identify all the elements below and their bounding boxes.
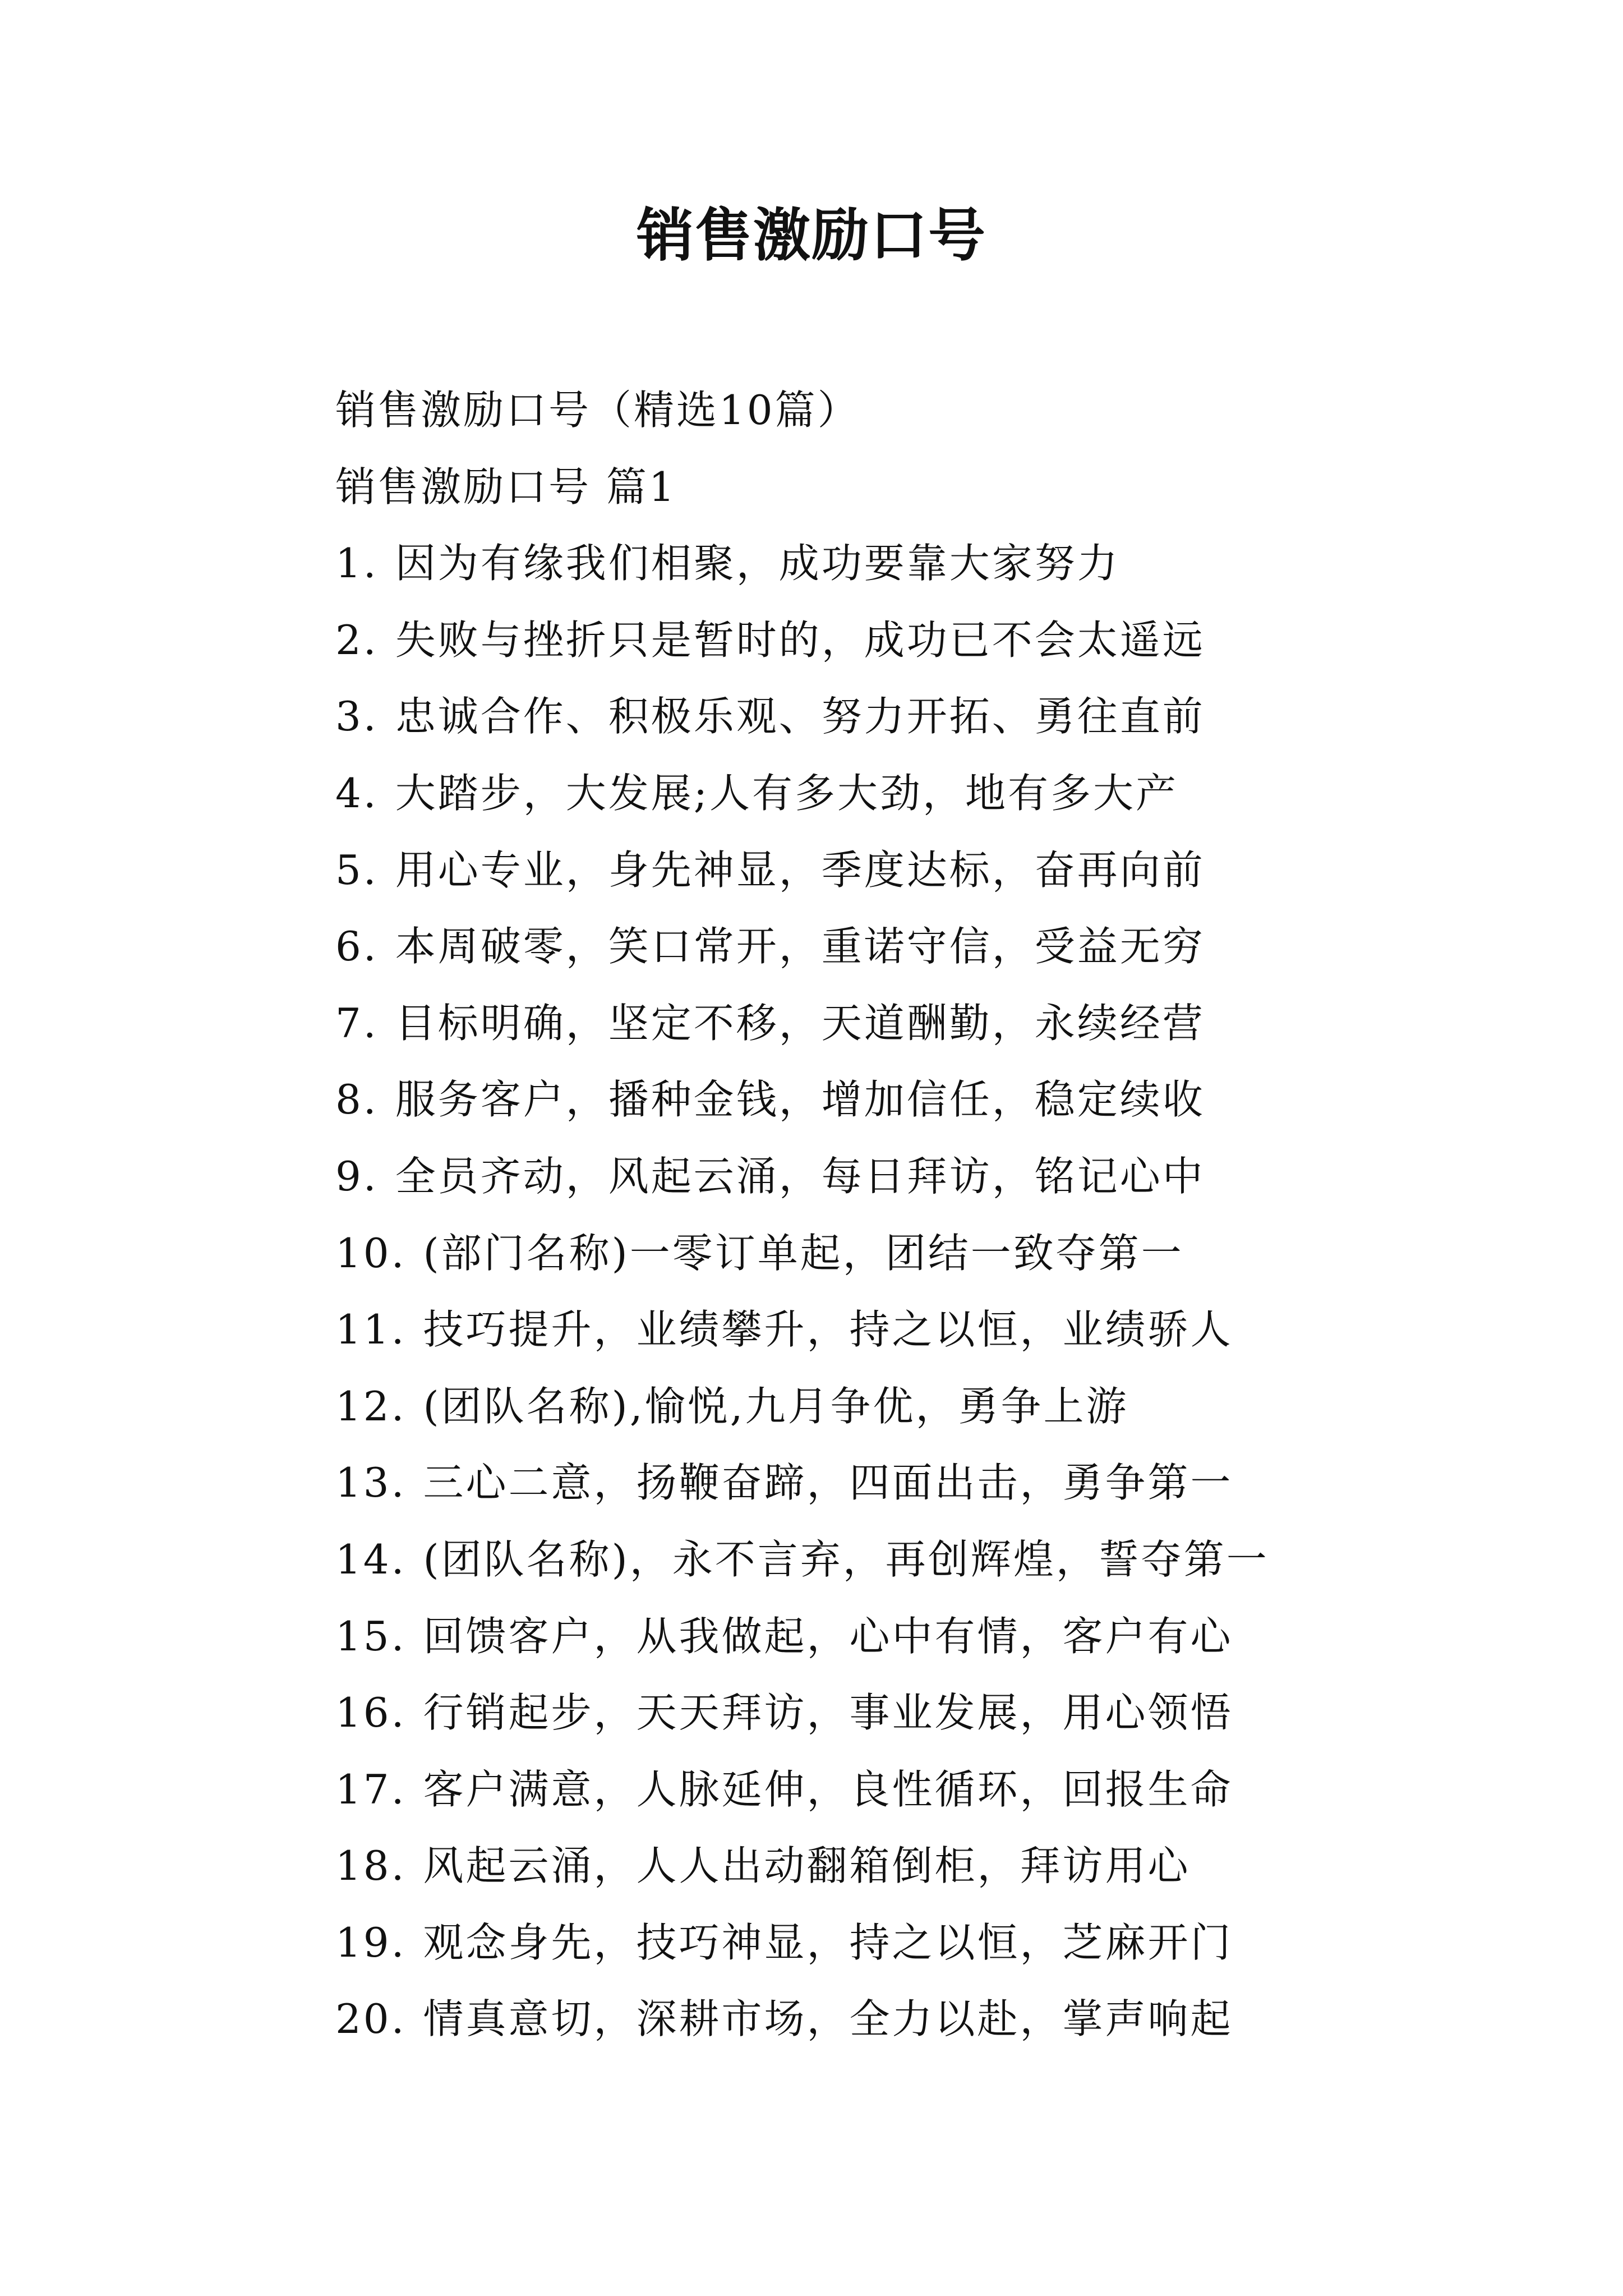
slogan-number: 1. xyxy=(335,540,379,587)
slogan-text: 全员齐动，风起云涌，每日拜访，铭记心中 xyxy=(395,1152,1205,1200)
slogan-item xyxy=(335,1828,1541,1904)
slogan-item xyxy=(335,1751,1541,1828)
slogan-text: 失败与挫折只是暂时的，成功已不会太遥远 xyxy=(395,616,1205,664)
slogan-text: (团队名称)，永不言弃，再创辉煌，誓夺第一 xyxy=(423,1535,1269,1583)
slogan-number: 14. xyxy=(335,1535,407,1583)
slogan-item xyxy=(335,1598,1541,1675)
slogan-text: 三心二意，扬鞭奋蹄，四面出击，勇争第一 xyxy=(423,1459,1233,1507)
slogan-text: (部门名称)一零订单起，团结一致夺第一 xyxy=(423,1229,1184,1277)
slogan-number: 19. xyxy=(335,1918,407,1966)
slogan-list xyxy=(335,525,1541,2058)
slogan-item xyxy=(335,1674,1541,1751)
slogan-number: 15. xyxy=(335,1612,407,1660)
slogan-text: 技巧提升，业绩攀升，持之以恒，业绩骄人 xyxy=(423,1306,1233,1354)
slogan-item xyxy=(335,1291,1541,1368)
slogan-item xyxy=(335,1444,1541,1521)
slogan-text: 客户满意，人脉延伸，良性循环，回报生命 xyxy=(423,1765,1233,1813)
slogan-text: (团队名称),愉悦,九月争优，勇争上游 xyxy=(423,1382,1129,1430)
slogan-text: 回馈客户，从我做起，心中有情，客户有心 xyxy=(423,1612,1233,1660)
slogan-text: 风起云涌，人人出动翻箱倒柜，拜访用心 xyxy=(423,1842,1191,1890)
slogan-number: 16. xyxy=(335,1689,407,1737)
slogan-number: 6. xyxy=(335,923,379,970)
document-title: 销售激励口号 xyxy=(637,202,986,269)
slogan-item xyxy=(335,908,1541,985)
slogan-number: 2. xyxy=(335,616,379,664)
slogan-number: 8. xyxy=(335,1076,379,1124)
slogan-item xyxy=(335,1138,1541,1215)
slogan-text: 行销起步，天天拜访，事业发展，用心领悟 xyxy=(423,1689,1233,1737)
slogan-number: 10. xyxy=(335,1229,407,1277)
slogan-item xyxy=(335,525,1541,602)
slogan-item xyxy=(335,1061,1541,1138)
slogan-item xyxy=(335,1368,1541,1445)
slogan-item xyxy=(335,678,1541,755)
slogan-number: 7. xyxy=(335,999,379,1047)
slogan-item xyxy=(335,832,1541,909)
slogan-number: 20. xyxy=(335,1995,407,2043)
slogan-item xyxy=(335,1981,1541,2058)
slogan-text: 观念身先，技巧神显，持之以恒，芝麻开门 xyxy=(423,1918,1233,1966)
slogan-text: 因为有缘我们相聚，成功要靠大家努力 xyxy=(395,540,1120,587)
slogan-number: 11. xyxy=(335,1306,407,1354)
slogan-text: 大踏步，大发展;人有多大劲，地有多大产 xyxy=(395,769,1178,817)
slogan-text: 忠诚合作、积极乐观、努力开拓、勇往直前 xyxy=(395,693,1205,740)
slogan-text: 用心专业，身先神显，季度达标，奋再向前 xyxy=(395,846,1205,894)
slogan-number: 12. xyxy=(335,1382,407,1430)
document-subtitle: 销售激励口号（精选10篇） xyxy=(335,386,860,434)
slogan-item xyxy=(335,602,1541,679)
slogan-text: 服务客户，播种金钱，增加信任，稳定续收 xyxy=(395,1076,1205,1124)
slogan-item xyxy=(335,1904,1541,1981)
slogan-number: 9. xyxy=(335,1152,379,1200)
slogan-text: 目标明确，坚定不移，天道酬勤，永续经营 xyxy=(395,999,1205,1047)
slogan-number: 5. xyxy=(335,846,379,894)
slogan-text: 本周破零，笑口常开，重诺守信，受益无穷 xyxy=(395,923,1205,970)
section-heading: 销售激励口号 篇1 xyxy=(335,463,677,510)
slogan-number: 18. xyxy=(335,1842,407,1890)
slogan-item xyxy=(335,985,1541,1062)
document-body xyxy=(335,372,1541,2058)
slogan-text: 情真意切，深耕市场，全力以赴，掌声响起 xyxy=(423,1995,1233,2043)
slogan-number: 3. xyxy=(335,693,379,740)
slogan-item xyxy=(335,1215,1541,1292)
slogan-number: 13. xyxy=(335,1459,407,1507)
slogan-item xyxy=(335,1521,1541,1598)
slogan-number: 17. xyxy=(335,1765,407,1813)
slogan-item xyxy=(335,755,1541,832)
slogan-number: 4. xyxy=(335,769,379,817)
